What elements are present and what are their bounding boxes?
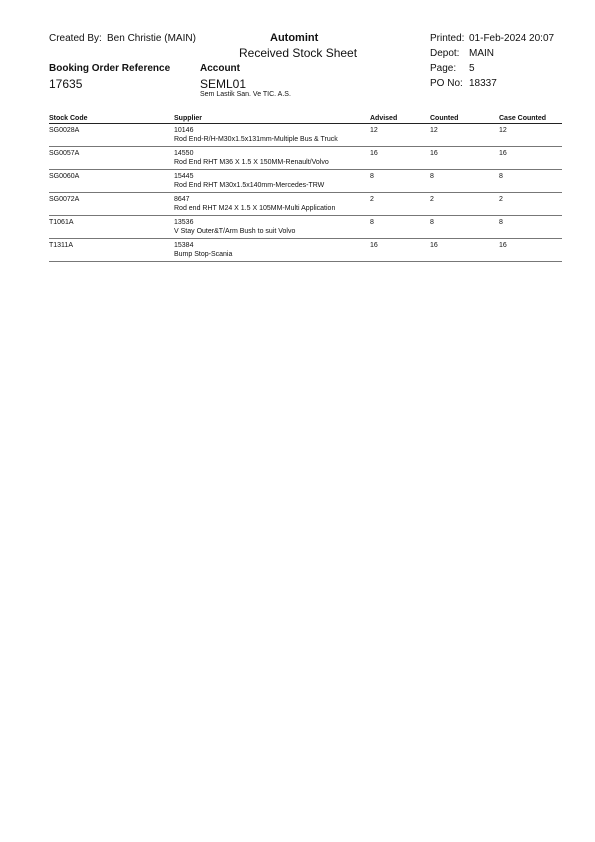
column-header-counted: Counted: [430, 113, 499, 124]
supplier-cell: [174, 147, 370, 170]
table-row: [49, 124, 562, 147]
item-description: Rod End RHT M36 X 1.5 X 150MM-Renault/Volvo: [174, 159, 329, 166]
supplier-code: 15384: [174, 242, 194, 249]
item-description: Bump Stop-Scania: [174, 251, 233, 258]
supplier-code: 13536: [174, 219, 194, 226]
supplier-cell: [174, 170, 370, 193]
column-header-stock-code: Stock Code: [49, 113, 174, 124]
case-counted-cell: 8: [499, 216, 562, 239]
company-name: Automint: [270, 32, 319, 44]
case-counted-cell: 8: [499, 170, 562, 193]
page-title: Received Stock Sheet: [239, 46, 358, 60]
counted-cell: 8: [430, 170, 499, 193]
column-header-advised: Advised: [370, 113, 430, 124]
advised-cell: 8: [370, 216, 430, 239]
supplier-cell: [174, 239, 370, 262]
booking-order-value: 17635: [49, 77, 83, 91]
table-row: [49, 216, 562, 239]
column-header-supplier: Supplier: [174, 113, 370, 124]
counted-cell: 16: [430, 147, 499, 170]
page-label: Page:: [430, 63, 457, 74]
table-row: [49, 170, 562, 193]
supplier-code: 10146: [174, 127, 194, 134]
created-by-value: Ben Christie (MAIN): [107, 33, 196, 44]
table-row: [49, 147, 562, 170]
counted-cell: 16: [430, 239, 499, 262]
advised-cell: 16: [370, 239, 430, 262]
supplier-code: 15445: [174, 173, 194, 180]
supplier-code: 8647: [174, 196, 190, 203]
advised-cell: 8: [370, 170, 430, 193]
table-row: [49, 239, 562, 262]
advised-cell: 2: [370, 193, 430, 216]
printed-label: Printed:: [430, 33, 465, 44]
stock-code-cell: SG0072A: [49, 193, 174, 216]
counted-cell: 2: [430, 193, 499, 216]
item-description: Rod End RHT M30x1.5x140mm-Mercedes-TRW: [174, 182, 325, 189]
counted-cell: 8: [430, 216, 499, 239]
item-description: V Stay Outer&T/Arm Bush to suit Volvo: [174, 228, 296, 235]
depot-label: Depot:: [430, 48, 460, 59]
created-by-label: Created By:: [49, 33, 102, 44]
advised-cell: 16: [370, 147, 430, 170]
stock-code-cell: SG0060A: [49, 170, 174, 193]
item-description: Rod end RHT M24 X 1.5 X 105MM-Multi Application: [174, 205, 336, 212]
stock-table: [49, 113, 562, 262]
case-counted-cell: 16: [499, 239, 562, 262]
supplier-code: 14550: [174, 150, 194, 157]
stock-code-cell: SG0028A: [49, 124, 174, 147]
case-counted-cell: 12: [499, 124, 562, 147]
account-label: Account: [200, 63, 240, 74]
case-counted-cell: 2: [499, 193, 562, 216]
stock-code-cell: T1061A: [49, 216, 174, 239]
table-row: [49, 193, 562, 216]
po-number-value: 18337: [469, 78, 497, 89]
counted-cell: 12: [430, 124, 499, 147]
advised-cell: 12: [370, 124, 430, 147]
supplier-cell: [174, 193, 370, 216]
po-number-label: PO No:: [430, 78, 463, 89]
table-header-row: [49, 113, 562, 124]
depot-value: MAIN: [469, 48, 494, 59]
stock-code-cell: T1311A: [49, 239, 174, 262]
case-counted-cell: 16: [499, 147, 562, 170]
page-number: 5: [469, 63, 475, 74]
stock-code-cell: SG0057A: [49, 147, 174, 170]
booking-order-label: Booking Order Reference: [49, 63, 171, 74]
printed-value: 01-Feb-2024 20:07: [469, 33, 555, 44]
supplier-cell: [174, 216, 370, 239]
account-code: SEML01: [200, 77, 247, 91]
item-description: Rod End-R/H-M30x1.5x131mm-Multiple Bus & Truck: [174, 136, 338, 143]
column-header-case-counted: Case Counted: [499, 113, 562, 124]
account-name: Sem Lastik San. Ve TIC. A.S.: [200, 91, 291, 98]
supplier-cell: [174, 124, 370, 147]
